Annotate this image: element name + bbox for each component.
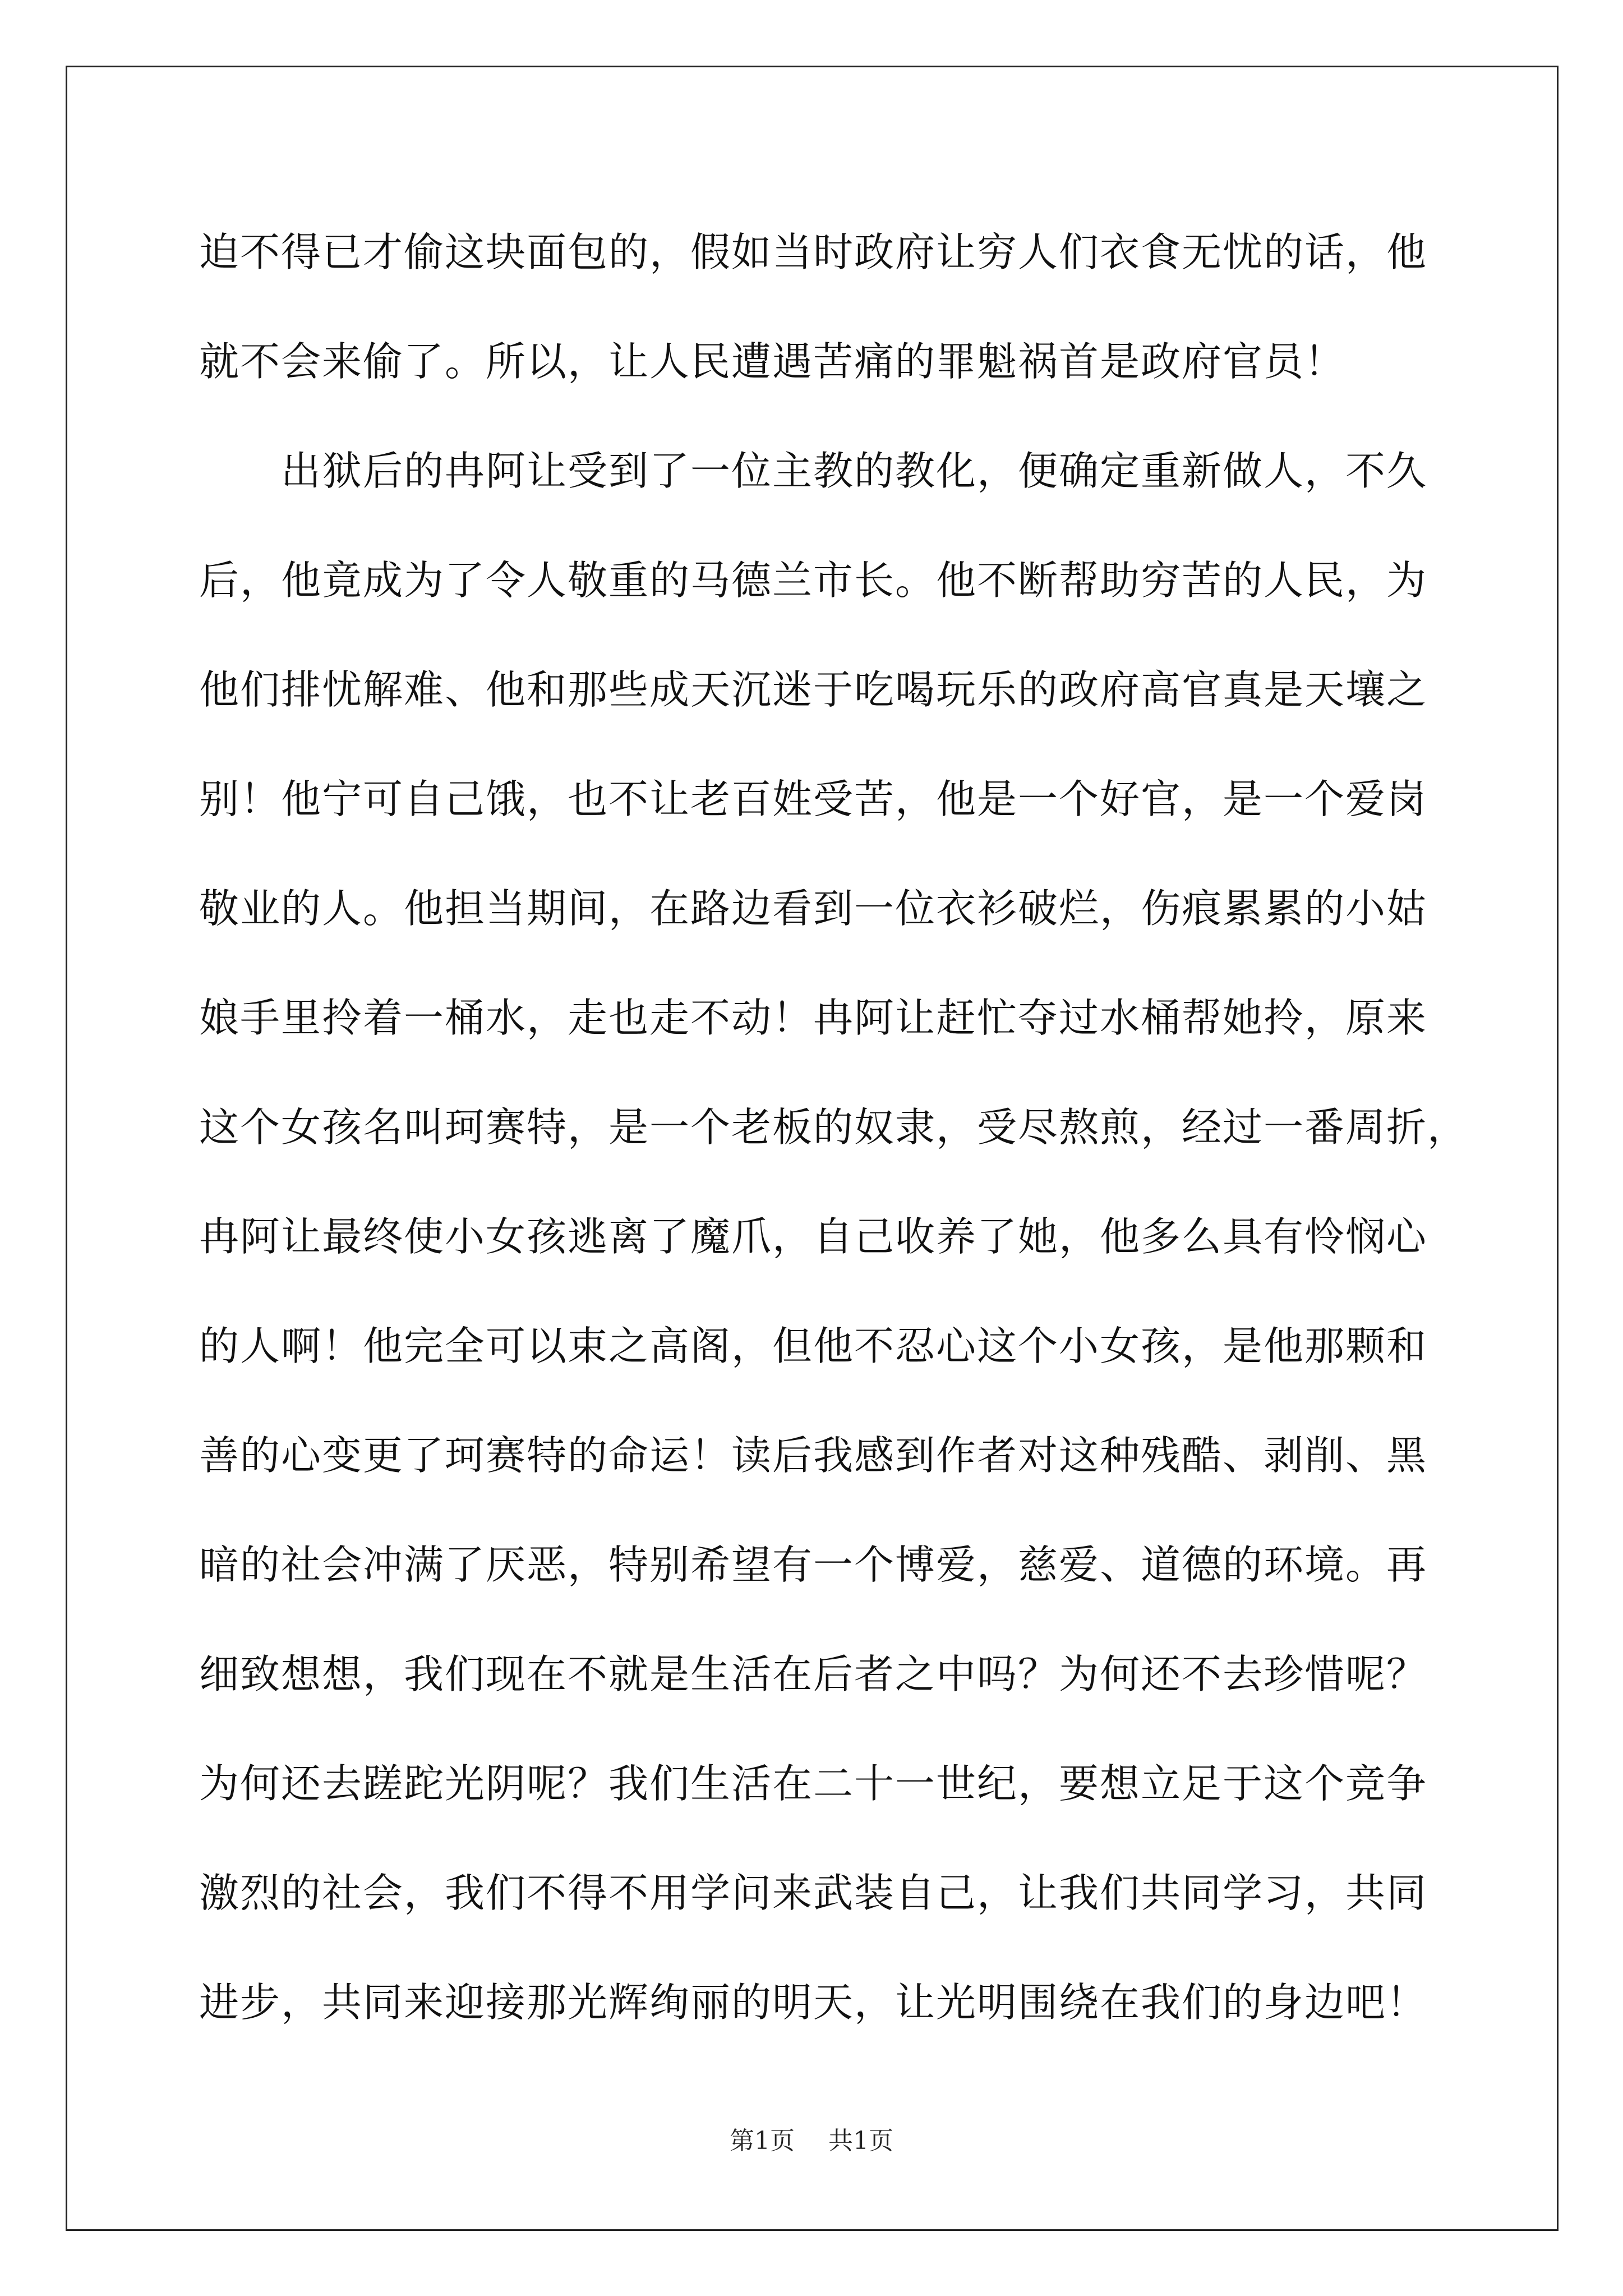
body-text bbox=[199, 219, 1469, 2078]
page-footer bbox=[0, 2120, 1623, 2156]
text-line: 他们排忧解难、他和那些成天沉迷于吃喝玩乐的政府高官真是天壤之 bbox=[199, 666, 1428, 713]
text-line: 娘手里拎着一桶水，走也走不动！冉阿让赶忙夺过水桶帮她拎，原来 bbox=[199, 995, 1428, 1041]
page-total: 共1页 bbox=[828, 2127, 893, 2155]
text-line: 善的心变更了珂赛特的命运！读后我感到作者对这种残酷、剥削、黑 bbox=[199, 1432, 1428, 1479]
text-line: 激烈的社会，我们不得不用学问来武装自己，让我们共同学习，共同 bbox=[199, 1870, 1428, 1916]
page-number: 第1页 bbox=[730, 2127, 795, 2155]
text-line: 别！他宁可自己饿，也不让老百姓受苦，他是一个好官，是一个爱岗 bbox=[199, 776, 1428, 822]
text-line: 这个女孩名叫珂赛特，是一个老板的奴隶，受尽熬煎，经过一番周折， bbox=[199, 1104, 1469, 1151]
text-line: 敬业的人。他担当期间，在路边看到一位衣衫破烂，伤痕累累的小姑 bbox=[199, 885, 1428, 932]
text-line: 进步，共同来迎接那光辉绚丽的明天，让光明围绕在我们的身边吧！ bbox=[199, 1979, 1428, 2026]
text-line: 出狱后的冉阿让受到了一位主教的教化，便确定重新做人，不久 bbox=[199, 448, 1428, 494]
text-line: 迫不得已才偷这块面包的，假如当时政府让穷人们衣食无忧的话，他 bbox=[199, 229, 1428, 275]
text-line: 就不会来偷了。所以，让人民遭遇苦痛的罪魁祸首是政府官员！ bbox=[199, 338, 1346, 385]
text-line: 后，他竟成为了令人敬重的马德兰市长。他不断帮助穷苦的人民，为 bbox=[199, 557, 1428, 604]
text-line: 冉阿让最终使小女孩逃离了魔爪，自己收养了她，他多么具有怜悯心 bbox=[199, 1213, 1428, 1260]
text-line: 暗的社会冲满了厌恶，特别希望有一个博爱，慈爱、道德的环境。再 bbox=[199, 1542, 1428, 1588]
text-line: 的人啊！他完全可以束之高阁，但他不忍心这个小女孩，是他那颗和 bbox=[199, 1323, 1428, 1369]
text-line: 细致想想，我们现在不就是生活在后者之中吗？为何还不去珍惜呢？ bbox=[199, 1651, 1428, 1697]
text-line: 为何还去蹉跎光阴呢？我们生活在二十一世纪，要想立足于这个竞争 bbox=[199, 1760, 1428, 1807]
